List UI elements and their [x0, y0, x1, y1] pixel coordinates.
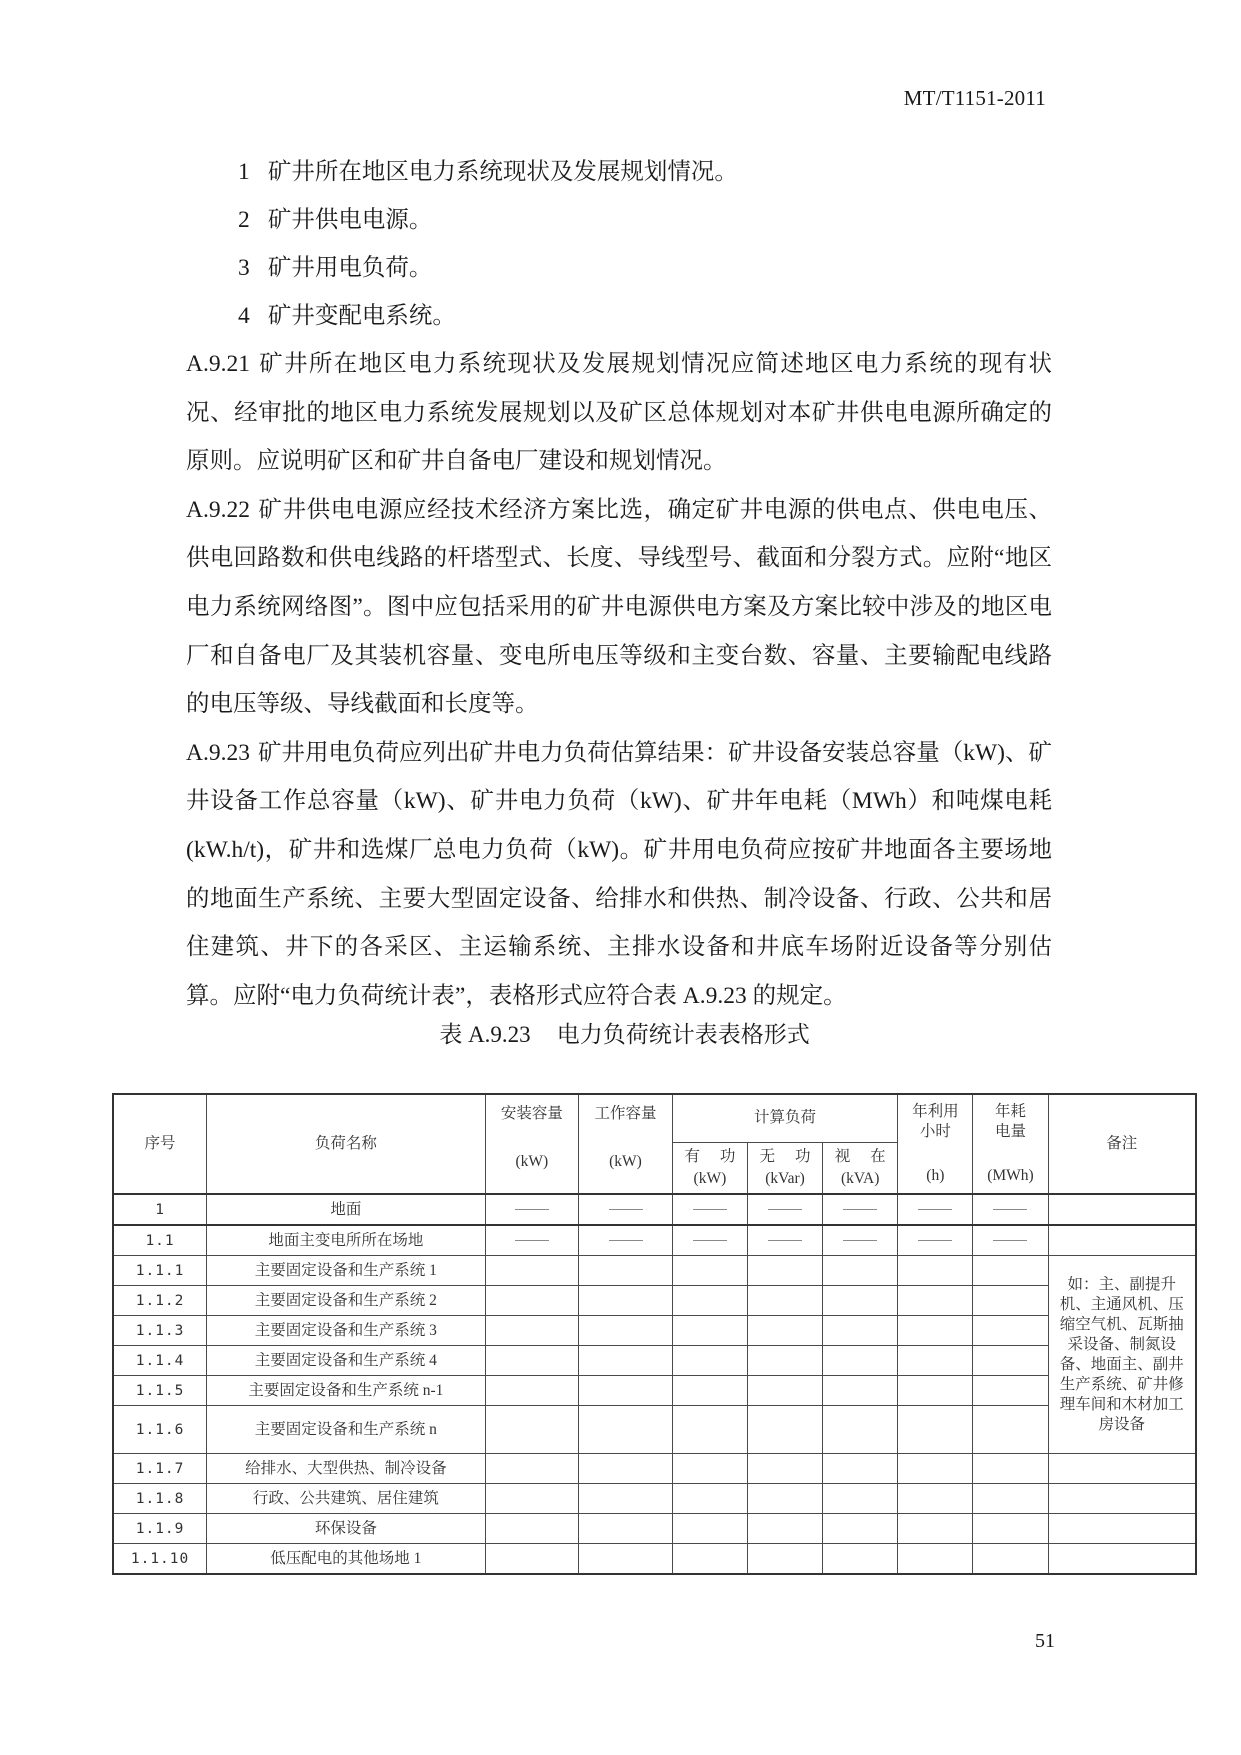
paragraph-text: 矿井用电负荷应列出矿井电力负荷估算结果：矿井设备安装总容量（kW)、矿井设备工作总容量（kW)、矿井电力负荷（kW)、矿井年电耗（MWh）和吨煤电耗(kW.h/t)，矿井和选煤厂总电力负荷（kW)。矿井用电负荷应按矿井地面各主要场地的地面生产系统、主要大型固定设备、给排水和供热、制冷设备、行政、公共和居住建筑、井下的各采区、主运输系统、主排水设备和井底车场附近设备等分别估算。应附“电力负荷统计表”，表格形式应符合表 A.9.23 的规定。 [186, 739, 1052, 1009]
list-item-number: 1 [238, 159, 250, 185]
not-applicable-dash [693, 1209, 727, 1210]
paragraph-a922 [186, 486, 1052, 729]
table-row [113, 1376, 1196, 1406]
power-load-table [112, 1093, 1197, 1575]
header-installed-unit: (kW) [515, 1153, 549, 1170]
list-item [186, 148, 1052, 196]
header-annual-energy-label [973, 1102, 1047, 1142]
clause-number: A.9.23 [186, 739, 250, 766]
value-cell [485, 1454, 579, 1484]
value-cell [485, 1256, 579, 1286]
row-load-name: 给排水、大型供热、制冷设备 [207, 1454, 485, 1484]
header-installed-label: 安装容量 [500, 1105, 563, 1122]
value-cell [579, 1194, 673, 1225]
row-load-name: 主要固定设备和生产系统 n-1 [207, 1376, 485, 1406]
value-cell [747, 1286, 822, 1316]
remark-cell [1048, 1484, 1196, 1514]
header-annual-energy [973, 1094, 1048, 1194]
remark-cell [1048, 1225, 1196, 1256]
list-item-number: 3 [238, 255, 250, 281]
value-cell [672, 1544, 747, 1575]
not-applicable-dash [609, 1240, 643, 1241]
header-annual-energy-line2: 电量 [994, 1123, 1026, 1140]
header-working-unit: (kW) [609, 1153, 642, 1170]
header-annual-energy-unit: (MWh) [987, 1167, 1034, 1184]
header-working-capacity [579, 1094, 673, 1194]
value-cell [973, 1514, 1048, 1544]
value-cell [747, 1484, 822, 1514]
value-cell [485, 1544, 579, 1575]
not-applicable-dash [693, 1240, 727, 1241]
value-cell [672, 1225, 747, 1256]
row-seq: 1.1.1 [113, 1256, 207, 1286]
value-cell [747, 1225, 822, 1256]
not-applicable-dash [843, 1209, 877, 1210]
value-cell [898, 1194, 973, 1225]
value-cell [579, 1454, 673, 1484]
remark-cell [1048, 1544, 1196, 1575]
value-cell [898, 1544, 973, 1575]
list-item-text: 矿井供电电源。 [267, 207, 433, 233]
value-cell [898, 1376, 973, 1406]
value-cell [747, 1194, 822, 1225]
table-row [113, 1406, 1196, 1454]
list-item-text: 矿井变配电系统。 [267, 303, 456, 329]
value-cell [579, 1544, 673, 1575]
not-applicable-dash [515, 1240, 549, 1241]
clause-number: A.9.21 [186, 351, 250, 377]
value-cell [973, 1484, 1048, 1514]
paragraph-text: 矿井所在地区电力系统现状及发展规划情况应简述地区电力系统的现有状况、经审批的地区电力系统发展规划以及矿区总体规划对本矿井供电电源所确定的原则。应说明矿区和矿井自备电厂建设和规划情况。 [186, 351, 1052, 475]
clause-number: A.9.22 [186, 496, 250, 523]
value-cell [672, 1194, 747, 1225]
value-cell [485, 1225, 579, 1256]
header-remark: 备注 [1048, 1094, 1196, 1194]
value-cell [579, 1514, 673, 1544]
value-cell [973, 1454, 1048, 1484]
row-load-name: 环保设备 [207, 1514, 485, 1544]
not-applicable-dash [918, 1240, 952, 1241]
value-cell [485, 1346, 579, 1376]
value-cell [823, 1256, 898, 1286]
header-reactive-label: 无 功 [759, 1147, 819, 1165]
header-active-power [672, 1142, 747, 1194]
table-row [113, 1514, 1196, 1544]
table-row [113, 1316, 1196, 1346]
header-apparent-unit: (kVA) [840, 1169, 880, 1187]
row-load-name: 主要固定设备和生产系统 3 [207, 1316, 485, 1346]
table-row [113, 1286, 1196, 1316]
header-annual-hours-label [898, 1102, 972, 1142]
value-cell [485, 1376, 579, 1406]
header-seq: 序号 [113, 1094, 207, 1194]
value-cell [973, 1225, 1048, 1256]
header-apparent-label: 视 在 [834, 1147, 894, 1165]
row-load-name: 主要固定设备和生产系统 2 [207, 1286, 485, 1316]
value-cell [898, 1454, 973, 1484]
value-cell [747, 1256, 822, 1286]
value-cell [672, 1346, 747, 1376]
value-cell [973, 1256, 1048, 1286]
value-cell [898, 1256, 973, 1286]
value-cell [898, 1406, 973, 1454]
row-seq: 1 [113, 1194, 207, 1225]
value-cell [823, 1225, 898, 1256]
not-applicable-dash [768, 1240, 802, 1241]
list-item-text: 矿井用电负荷。 [267, 255, 433, 281]
remark-cell [1048, 1194, 1196, 1225]
value-cell [672, 1514, 747, 1544]
value-cell [672, 1484, 747, 1514]
not-applicable-dash [609, 1209, 643, 1210]
row-seq: 1.1.10 [113, 1544, 207, 1575]
value-cell [672, 1406, 747, 1454]
value-cell [672, 1376, 747, 1406]
document-code-header: MT/T1151-2011 [903, 86, 1046, 110]
value-cell [973, 1316, 1048, 1346]
value-cell [898, 1286, 973, 1316]
header-reactive-unit: (kVar) [765, 1169, 805, 1187]
row-load-name: 低压配电的其他场地 1 [207, 1544, 485, 1575]
paragraph-a923 [186, 729, 1052, 1021]
value-cell [823, 1544, 898, 1575]
remark-cell [1048, 1514, 1196, 1544]
row-load-name: 主要固定设备和生产系统 1 [207, 1256, 485, 1286]
value-cell [747, 1406, 822, 1454]
header-apparent-power [823, 1142, 898, 1194]
table-row [113, 1346, 1196, 1376]
list-item-number: 4 [238, 303, 250, 329]
row-load-name: 主要固定设备和生产系统 4 [207, 1346, 485, 1376]
not-applicable-dash [843, 1240, 877, 1241]
value-cell [973, 1544, 1048, 1575]
header-calculated-load: 计算负荷 [672, 1094, 897, 1142]
row-seq: 1.1.3 [113, 1316, 207, 1346]
value-cell [898, 1225, 973, 1256]
row-seq: 1.1.7 [113, 1454, 207, 1484]
value-cell [973, 1376, 1048, 1406]
value-cell [747, 1514, 822, 1544]
remark-cell [1048, 1454, 1196, 1484]
row-seq: 1.1.5 [113, 1376, 207, 1406]
value-cell [672, 1286, 747, 1316]
row-load-name: 地面 [207, 1194, 485, 1225]
value-cell [747, 1454, 822, 1484]
table-caption [0, 1017, 1241, 1053]
value-cell [579, 1484, 673, 1514]
paragraph-text: 矿井供电电源应经技术经济方案比选，确定矿井电源的供电点、供电电压、供电回路数和供电线路的杆塔型式、长度、导线型号、截面和分裂方式。应附“地区电力系统网络图”。图中应包括采用的矿井电源供电方案及方案比较中涉及的地区电厂和自备电厂及其装机容量、变电所电压等级和主变台数、容量、主要输配电线路的电压等级、导线截面和长度等。 [186, 496, 1052, 718]
table-caption-number: 表 A.9.23 [439, 1022, 531, 1047]
value-cell [898, 1514, 973, 1544]
value-cell [579, 1316, 673, 1346]
not-applicable-dash [993, 1240, 1027, 1241]
row-seq: 1.1 [113, 1225, 207, 1256]
value-cell [823, 1514, 898, 1544]
header-annual-hours-line1: 年利用 [912, 1103, 959, 1120]
value-cell [485, 1194, 579, 1225]
table-row [113, 1194, 1196, 1225]
not-applicable-dash [515, 1209, 549, 1210]
value-cell [747, 1376, 822, 1406]
value-cell [823, 1194, 898, 1225]
value-cell [823, 1286, 898, 1316]
value-cell [485, 1514, 579, 1544]
value-cell [823, 1346, 898, 1376]
header-annual-energy-line1: 年耗 [994, 1103, 1026, 1120]
row-load-name: 地面主变电所所在场地 [207, 1225, 485, 1256]
row-load-name: 主要固定设备和生产系统 n [207, 1406, 485, 1454]
value-cell [672, 1454, 747, 1484]
row-seq: 1.1.8 [113, 1484, 207, 1514]
table-row [113, 1225, 1196, 1256]
value-cell [485, 1316, 579, 1346]
value-cell [973, 1406, 1048, 1454]
header-active-label: 有 功 [684, 1147, 744, 1165]
table-caption-title: 电力负荷统计表表格形式 [556, 1022, 810, 1047]
row-load-name: 行政、公共建筑、居住建筑 [207, 1484, 485, 1514]
table-row [113, 1484, 1196, 1514]
value-cell [579, 1286, 673, 1316]
list-item-number: 2 [238, 207, 250, 233]
value-cell [747, 1316, 822, 1346]
list-item [186, 292, 1052, 340]
value-cell [973, 1346, 1048, 1376]
value-cell [823, 1406, 898, 1454]
value-cell [672, 1316, 747, 1346]
row-seq: 1.1.4 [113, 1346, 207, 1376]
value-cell [747, 1346, 822, 1376]
value-cell [823, 1484, 898, 1514]
value-cell [898, 1316, 973, 1346]
value-cell [579, 1346, 673, 1376]
value-cell [747, 1544, 822, 1575]
table-row [113, 1454, 1196, 1484]
value-cell [485, 1484, 579, 1514]
header-reactive-power [747, 1142, 822, 1194]
header-installed-capacity [485, 1094, 579, 1194]
table-body [113, 1194, 1196, 1574]
row-seq: 1.1.6 [113, 1406, 207, 1454]
value-cell [672, 1256, 747, 1286]
value-cell [823, 1316, 898, 1346]
header-load-name: 负荷名称 [207, 1094, 485, 1194]
paragraph-a921 [186, 340, 1052, 486]
value-cell [898, 1346, 973, 1376]
list-item [186, 244, 1052, 292]
not-applicable-dash [918, 1209, 952, 1210]
list-item-text: 矿井所在地区电力系统现状及发展规划情况。 [267, 159, 738, 185]
value-cell [579, 1256, 673, 1286]
header-annual-hours [898, 1094, 973, 1194]
value-cell [579, 1225, 673, 1256]
value-cell [485, 1406, 579, 1454]
value-cell [898, 1484, 973, 1514]
value-cell [823, 1376, 898, 1406]
remark-cell: 如：主、副提升机、主通风机、压缩空气机、瓦斯抽采设备、制氮设备、地面主、副井生产系统、矿井修理车间和木材加工房设备 [1048, 1256, 1196, 1454]
value-cell [579, 1406, 673, 1454]
header-active-unit: (kW) [693, 1169, 727, 1187]
list-item [186, 196, 1052, 244]
value-cell [973, 1194, 1048, 1225]
value-cell [823, 1454, 898, 1484]
page-number: 51 [1035, 1630, 1055, 1652]
header-working-label: 工作容量 [594, 1105, 657, 1122]
row-seq: 1.1.9 [113, 1514, 207, 1544]
value-cell [485, 1286, 579, 1316]
header-annual-hours-line2: 小时 [919, 1123, 951, 1140]
not-applicable-dash [993, 1209, 1027, 1210]
header-annual-hours-unit: (h) [926, 1167, 945, 1184]
value-cell [973, 1286, 1048, 1316]
not-applicable-dash [768, 1209, 802, 1210]
table-row [113, 1256, 1196, 1286]
table-row [113, 1544, 1196, 1575]
row-seq: 1.1.2 [113, 1286, 207, 1316]
body-text [186, 148, 1052, 1020]
value-cell [579, 1376, 673, 1406]
